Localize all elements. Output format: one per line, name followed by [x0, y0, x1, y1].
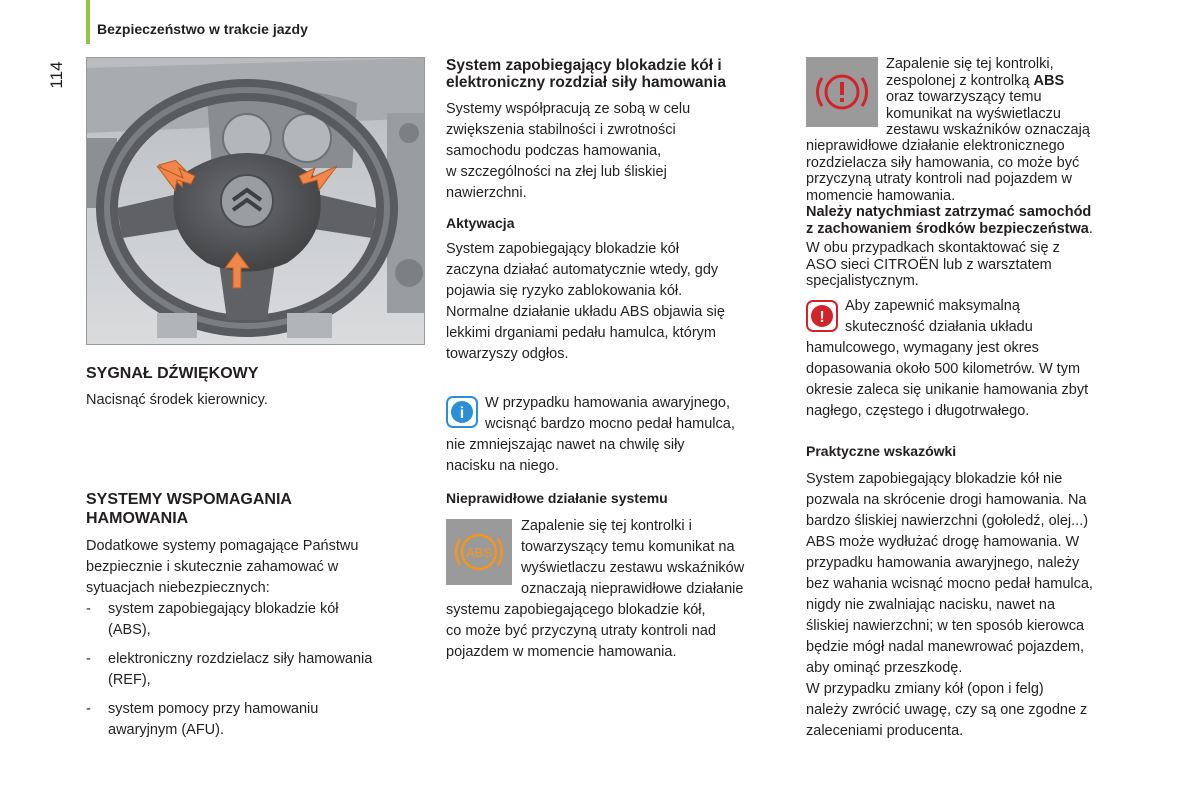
text-line: oraz towarzyszący temu — [886, 89, 1042, 105]
text-line: nigdy nie zwalniając nacisku, nawet na — [806, 597, 1056, 613]
text-line: będzie mógł nadal manewrować pojazdem, — [806, 639, 1085, 655]
text-line: nacisku na niego. — [446, 458, 559, 474]
info-note-text — [446, 435, 791, 477]
text-line: Normalne działanie układu ABS objawia się — [446, 304, 725, 320]
text-line: systemu zapobiegającego blokadzie kół, — [446, 602, 706, 618]
text-line — [886, 73, 1156, 90]
text-line: należy zwrócić uwagę, czy są one zgodne z — [806, 702, 1088, 718]
text-line: oznaczają nieprawidłowe działanie — [521, 581, 744, 597]
text-line: aby ominąć przeszkodę. — [806, 660, 963, 676]
text-line: System zapobiegający blokadzie kół nie — [806, 471, 1063, 487]
text-line: Systemy współpracują ze sobą w celu — [446, 101, 691, 117]
text-line: samochodu podczas hamowania, — [446, 143, 662, 159]
text-line: dopasowania około 500 kilometrów. W tym — [806, 361, 1081, 377]
list-dash: - — [86, 701, 91, 717]
svg-text:!: ! — [819, 309, 825, 326]
section-title: Bezpieczeństwo w trakcie jazdy — [97, 21, 308, 37]
brake-warning-text — [806, 138, 1156, 237]
text-line: lekkimi drganiami pedału hamulca, którym — [446, 325, 716, 341]
text-line: specjalistycznym. — [806, 273, 919, 289]
text-line: bardzo śliskiej nawierzchni (gołoledź, olej...) — [806, 513, 1089, 529]
text-line: awaryjnym (AFU). — [108, 722, 225, 738]
text-line: elektroniczny rozdzielacz siły hamowania — [108, 651, 373, 667]
warning-note-text — [806, 338, 1166, 422]
text-line: pozwala na skrócenie drogi hamowania. Na — [806, 492, 1087, 508]
text-line: przyczyną utraty kontroli nad pojazdem w — [806, 171, 1072, 187]
text-line: W przypadku hamowania awaryjnego, — [485, 395, 731, 411]
abs-warning-text-indented — [521, 516, 791, 600]
text-line: co może być przyczyną utraty kontroli nad — [446, 623, 716, 639]
text-line: pojawia się ryzyko zablokowania kół. — [446, 283, 683, 299]
text-line: towarzyszący temu komunikat na — [521, 539, 735, 555]
text-line: nieprawidłowe działanie elektronicznego — [806, 138, 1065, 154]
text-line: Dodatkowe systemy pomagające Państwu — [86, 538, 359, 554]
info-note-indented — [485, 393, 785, 435]
text-line: momencie hamowania. — [806, 187, 956, 204]
braking-assist-intro — [86, 536, 426, 599]
abs-bold-label: ABS — [1033, 72, 1065, 89]
practical-tips-heading: Praktyczne wskazówki — [806, 443, 957, 459]
text-line: pojazdem w momencie hamowania. — [446, 644, 677, 660]
braking-assist-heading-line-2: HAMOWANIA — [86, 510, 189, 527]
list-item — [86, 649, 431, 691]
braking-systems-list — [86, 599, 431, 749]
text-line: komunikat na wyświetlaczu — [886, 105, 1061, 122]
text-line: (ABS), — [108, 622, 151, 638]
text-line: zestawu wskaźników oznaczają — [886, 122, 1090, 138]
list-dash: - — [86, 651, 91, 667]
text-line: przypadku hamowania awaryjnego, należy — [806, 555, 1080, 571]
list-dash: - — [86, 601, 91, 617]
text-line: nie zmniejszając nawet na chwilę siły — [446, 437, 685, 453]
contact-service-text — [806, 240, 1156, 290]
text-line: nawierzchni. — [446, 185, 527, 201]
text-line: (REF), — [108, 672, 151, 688]
abs-ref-intro — [446, 99, 791, 204]
activation-text — [446, 239, 791, 365]
braking-assist-heading-line-1: SYSTEMY WSPOMAGANIA — [86, 491, 292, 508]
svg-text:i: i — [459, 405, 465, 422]
abs-ref-heading — [446, 57, 726, 91]
text-line: zwiększenia stabilności i zwrotności — [446, 122, 676, 138]
text-line: towarzyszy odgłos. — [446, 346, 569, 362]
text-line: W przypadku zmiany kół (opon i felg) — [806, 681, 1044, 697]
section-color-bar — [86, 0, 90, 44]
text-line: w szczególności na złej lub śliskiej — [446, 164, 667, 180]
text-line: hamulcowego, wymagany jest okres — [806, 340, 1039, 356]
text-span: zespolonej z kontrolką — [886, 72, 1034, 89]
brake-warning-light-icon — [806, 57, 878, 132]
text-line: śliskiej nawierzchni; w ten sposób kierowca — [806, 618, 1085, 634]
practical-tips-text — [806, 469, 1166, 742]
text-line: W obu przypadkach skontaktować się z — [806, 240, 1060, 256]
steering-wheel-illustration — [86, 57, 425, 345]
text-line: ABS może wydłużać drogę hamowania. W — [806, 534, 1080, 550]
text-line: bez wahania wcisnąć mocno pedał hamulca, — [806, 576, 1093, 592]
text-line: Zapalenie się tej kontrolki i — [521, 518, 692, 534]
text-line: ASO sieci CITROËN lub z warsztatem — [806, 256, 1052, 273]
list-item — [86, 699, 431, 741]
braking-assist-heading — [86, 490, 292, 528]
warning-note-indented — [845, 296, 1145, 338]
heading-line: System zapobiegający blokadzie kół i — [446, 57, 722, 74]
activation-heading: Aktywacja — [446, 215, 515, 231]
text-line: zaleceniami producenta. — [806, 723, 964, 739]
info-icon — [446, 396, 478, 433]
stop-warning-line — [806, 221, 1156, 238]
text-line: Zapalenie się tej kontrolki, — [886, 56, 1054, 72]
text-line: Aby zapewnić maksymalną — [845, 298, 1020, 314]
text-span: . — [1088, 220, 1093, 237]
text-line: nagłego, częstego i długotrwałego. — [806, 403, 1030, 419]
svg-text:ABS: ABS — [465, 545, 493, 560]
text-line: wcisnąć bardzo mocno pedał hamulca, — [485, 416, 735, 432]
text-line: System zapobiegający blokadzie kół — [446, 241, 679, 257]
text-line: system zapobiegający blokadzie kół — [108, 601, 339, 617]
text-line: bezpiecznie i skutecznie zahamować w — [86, 559, 339, 575]
abs-warning-text — [446, 600, 791, 663]
text-line: wyświetlaczu zestawu wskaźników — [521, 560, 745, 576]
brake-warning-text-indented — [886, 56, 1156, 139]
page-number: 114 — [47, 61, 66, 89]
horn-text: Nacisnąć środek kierownicy. — [86, 392, 268, 408]
text-line: system pomocy przy hamowaniu — [108, 701, 319, 717]
text-line: zaczyna działać automatycznie wtedy, gdy — [446, 262, 719, 278]
text-line: sytuacjach niebezpiecznych: — [86, 580, 270, 596]
text-line: rozdzielacza siły hamowania, co może być — [806, 154, 1080, 171]
stop-warning-line: Należy natychmiast zatrzymać samochód — [806, 204, 1092, 220]
horn-heading: SYGNAŁ DŹWIĘKOWY — [86, 365, 259, 382]
list-item — [86, 599, 431, 641]
text-line: okresie zaleca się unikanie hamowania zbyt — [806, 382, 1089, 398]
warning-icon — [806, 300, 838, 337]
text-line: skuteczność działania układu — [845, 319, 1033, 335]
bold-span: z zachowaniem środków bezpieczeństwa — [806, 220, 1089, 237]
abs-warning-light-icon — [446, 519, 512, 590]
malfunction-heading: Nieprawidłowe działanie systemu — [446, 490, 668, 506]
heading-line: elektroniczny rozdział siły hamowania — [446, 74, 726, 91]
